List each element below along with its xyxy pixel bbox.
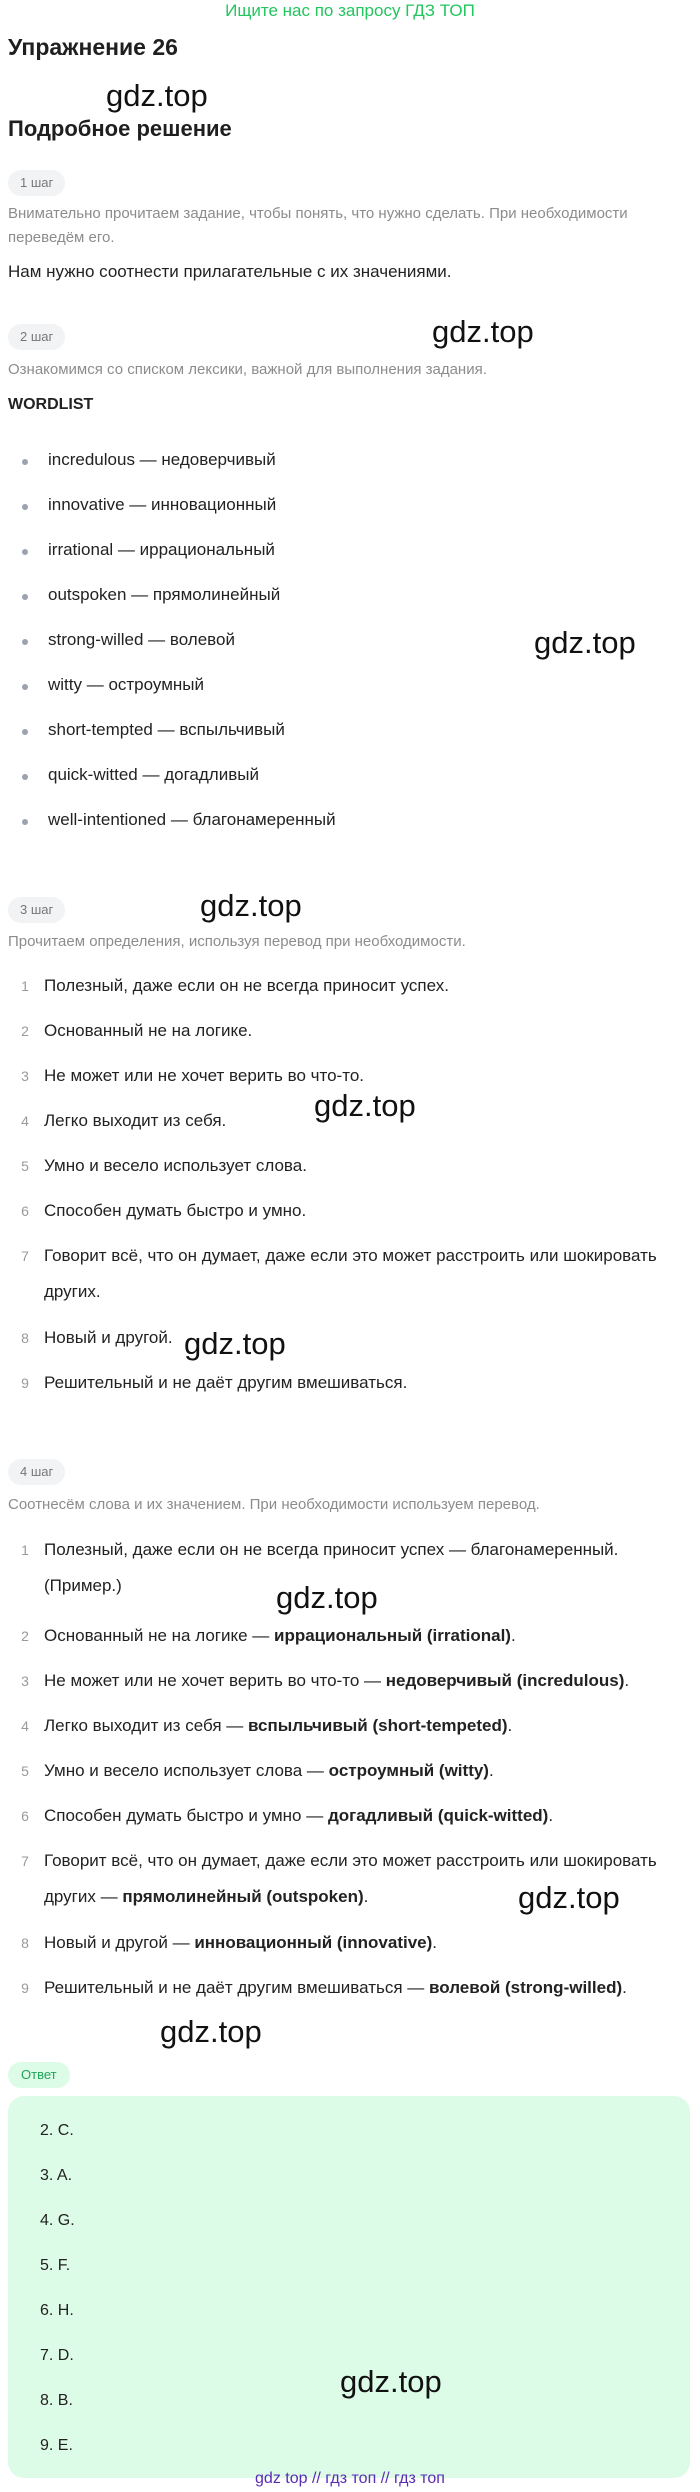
answer-item: 4. G. (40, 2212, 75, 2229)
watermark: gdz.top (184, 1326, 286, 1361)
page-title: Упражнение 26 (8, 34, 178, 60)
footer-links[interactable]: gdz top // гдз топ // гдз топ (255, 2470, 445, 2487)
watermark: gdz.top (340, 2364, 442, 2399)
top-banner[interactable]: Ищите нас по запросу ГДЗ ТОП (225, 1, 475, 20)
step-2-text: Ознакомимся со списком лексики, важной для выполнения задания. (8, 361, 487, 378)
step-2-badge: 2 шаг (8, 324, 65, 350)
step-3-badge: 3 шаг (8, 897, 65, 923)
step-1-main: Нам нужно соотнести прилагательные с их значениями. (8, 262, 452, 281)
watermark: gdz.top (432, 314, 534, 349)
watermark: gdz.top (518, 1880, 620, 1915)
step-3-text: Прочитаем определения, используя перевод при необходимости. (8, 933, 466, 950)
answer-item: 7. D. (40, 2347, 74, 2364)
bullet-icon (22, 504, 28, 510)
answer-item: 8. B. (40, 2392, 73, 2409)
watermark: gdz.top (106, 78, 208, 113)
answer-item: 5. F. (40, 2257, 71, 2274)
answer-box (8, 2096, 690, 2478)
watermark: gdz.top (314, 1088, 416, 1123)
answer-item: 9. E. (40, 2437, 73, 2454)
step-4-badge: 4 шаг (8, 1459, 65, 1485)
wordlist-heading: WORDLIST (8, 396, 94, 413)
bullet-icon (22, 819, 28, 825)
bullet-icon (22, 774, 28, 780)
answer-item: 6. H. (40, 2302, 74, 2319)
solution-heading: Подробное решение (8, 116, 232, 141)
step-1-badge: 1 шаг (8, 170, 65, 196)
answer-badge: Ответ (8, 2062, 70, 2088)
watermark: gdz.top (200, 888, 302, 923)
answer-item: 3. A. (40, 2167, 73, 2184)
bullet-icon (22, 549, 28, 555)
step-1-text: Внимательно прочитаем задание, чтобы понять, что нужно сделать. При необходимости переведём его. (8, 205, 628, 246)
bullet-icon (22, 684, 28, 690)
step-4-text: Соотнесём слова и их значением. При необходимости используем перевод. (8, 1496, 540, 1513)
bullet-icon (22, 639, 28, 645)
bullet-icon (22, 459, 28, 465)
bullet-icon (22, 729, 28, 735)
answer-item: 2. C. (40, 2122, 74, 2139)
watermark: gdz.top (160, 2014, 262, 2049)
bullet-icon (22, 594, 28, 600)
watermark: gdz.top (276, 1580, 378, 1615)
watermark: gdz.top (534, 625, 636, 660)
